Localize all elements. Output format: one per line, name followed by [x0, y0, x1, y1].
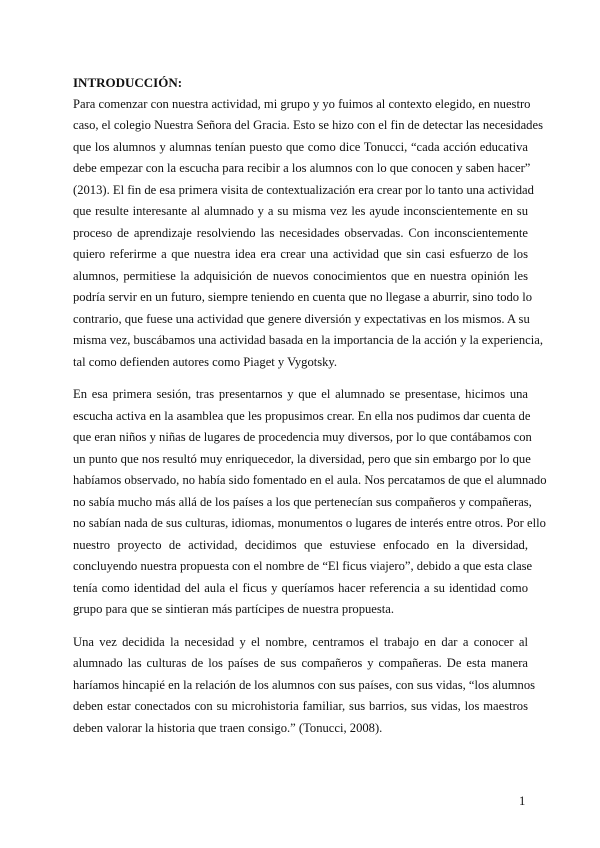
- text-line: grupo para que se sintieran más partícipes de nuestra propuesta.: [73, 602, 395, 616]
- text-line: Una vez decidida la necesidad y el nombre, centramos el trabajo en dar a conocer al: [73, 634, 528, 649]
- text-line: que eran niños y niñas de lugares de procedencia muy diversos, por lo que contábamos con: [73, 430, 532, 444]
- text-line: caso, el colegio Nuestra Señora del Gracia. Esto se hizo con el fin de detectar las necesidades: [73, 118, 543, 132]
- text-line: podría servir en un futuro, siempre teniendo en cuenta que no llegase a aburrir, sino todo lo: [73, 290, 533, 304]
- text-line: En esa primera sesión, tras presentarnos y que el alumnado se presentase, hicimos una: [73, 387, 528, 401]
- text-line: que resulte interesante al alumnado y a su misma vez les ayude inconscientemente en su: [73, 204, 528, 218]
- text-line: (2013). El fin de esa primera visita de contextualización era crear por lo tanto una actividad: [73, 182, 534, 197]
- text-line: quiero referirme a que nuestra idea era crear una actividad que sin casi esfuerzo de los: [73, 247, 528, 261]
- paragraph: [73, 632, 536, 740]
- text-line: contrario, que fuese una actividad que genere diversión y expectativas en los mismos. A su: [73, 311, 530, 326]
- text-line: alumnos, permitiese la adquisición de nuevos conocimientos que en nuestra opinión les: [73, 268, 528, 283]
- text-line: proceso de aprendizaje resolviendo las necesidades observadas. Con inconscientemente: [73, 225, 528, 240]
- text-line: concluyendo nuestra propuesta con el nombre de “El ficus viajero”, debido a que esta clase: [73, 559, 533, 573]
- document-page: [73, 72, 547, 750]
- text-line: deben estar conectados con su microhistoria familiar, sus barrios, sus vidas, los maestros: [73, 699, 528, 713]
- text-line: misma vez, buscábamos una actividad basada en la importancia de la acción y la experiencia,: [73, 333, 543, 347]
- text-line: escucha activa en la asamblea que les propusimos crear. En ella nos pudimos dar cuenta de: [73, 408, 531, 423]
- paragraph: [73, 94, 543, 374]
- page-number: 1: [519, 794, 526, 808]
- text-line: deben valorar la historia que traen consigo.” (Tonucci, 2008).: [73, 720, 383, 735]
- text-line: un punto que nos resultó muy enriquecedor, la diversidad, pero que sin embargo por lo que: [73, 451, 531, 466]
- text-line: debe empezar con la escucha para recibir a los alumnos con lo que conocen y saben hacer”: [73, 161, 531, 175]
- text-line: tenía como identidad del aula el ficus y queríamos hacer referencia a su identidad como: [73, 580, 528, 595]
- text-line: alumnado las culturas de los países de sus compañeros y compañeras. De esta manera: [73, 656, 528, 670]
- text-line: haríamos hincapié en la relación de los alumnos con sus países, con sus vidas, “los alumnos: [73, 677, 536, 692]
- section-heading: INTRODUCCIÓN:: [73, 75, 183, 90]
- text-line: Para comenzar con nuestra actividad, mi grupo y yo fuimos al contexto elegido, en nuestro: [73, 96, 531, 111]
- text-line: no sabían nada de sus culturas, idiomas, monumentos o lugares de interés entre otros. Por ello: [73, 516, 546, 530]
- text-line: tal como defienden autores como Piaget y Vygotsky.: [73, 354, 338, 369]
- text-line: nuestro proyecto de actividad, decidimos que estuviese enfocado en la diversidad,: [73, 537, 528, 552]
- text-line: no sabía mucho más allá de los países a los que pertenecían sus compañeros y compañeras,: [73, 494, 532, 509]
- document-body: [73, 94, 547, 740]
- text-line: que los alumnos y alumnas tenían puesto que como dice Tonucci, “cada acción educativa: [73, 139, 528, 154]
- text-line: habíamos observado, no había sido fomentado en el aula. Nos percatamos de que el alumnado: [73, 473, 547, 487]
- paragraph: [73, 384, 547, 621]
